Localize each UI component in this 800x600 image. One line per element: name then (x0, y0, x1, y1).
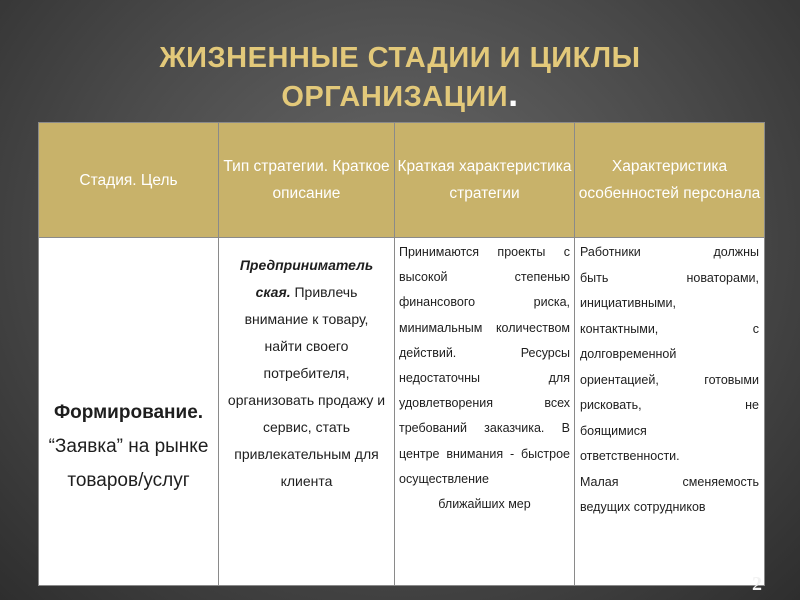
description-end: ближайших мер (438, 497, 531, 512)
personnel-line (580, 317, 759, 343)
header-personnel: Характеристика особенностей персонала (575, 123, 765, 238)
strategy-type: Предприниматель ская. (239, 257, 374, 300)
description-text: Принимаются проекты с высокой степенью финансового риска, минимальным количеством действий. Ресурсы недостаточны для удовлетворения всех требований заказчика. В центре внимания - быстрое осуществление (399, 245, 570, 486)
personnel-word: ответственности. (580, 449, 680, 463)
title-line-2: ОРГАНИЗАЦИИ. (281, 73, 519, 114)
stage-goal: “Заявка” на рынке товаров/услуг (48, 435, 209, 491)
personnel-word: контактными, (580, 321, 659, 336)
strategy-text: Привлечь внимание к товару, найти своего потребителя, организовать продажу и сервис, стать привлекательным для клиента (227, 284, 386, 489)
personnel-line (580, 342, 759, 368)
table-row (39, 238, 765, 586)
personnel-line (580, 470, 759, 496)
header-strategy-type: Тип стратегии. Краткое описание (219, 123, 395, 238)
table-header-row (39, 123, 765, 238)
personnel-word: не (745, 398, 759, 412)
personnel-word: Работники (580, 245, 641, 259)
personnel-line (580, 495, 759, 521)
personnel-line (580, 419, 759, 445)
personnel-line (580, 368, 759, 394)
personnel-word: Малая (580, 474, 619, 489)
personnel-word: с (752, 321, 759, 336)
personnel-word: инициативными, (580, 296, 676, 310)
personnel-word: ориентацией, (580, 372, 659, 387)
slide-title (0, 40, 800, 115)
personnel-word: боящимися (580, 423, 647, 438)
stage-name: Формирование. (53, 401, 204, 423)
personnel-word: готовыми (704, 372, 759, 387)
page-number: 2 (752, 573, 762, 595)
header-stage: Стадия. Цель (39, 123, 219, 238)
header-strategy-description: Краткая характеристика стратегии (395, 123, 575, 238)
personnel-line (580, 266, 759, 292)
title-line-1: ЖИЗНЕННЫЕ СТАДИИ И ЦИКЛЫ (159, 42, 641, 74)
cell-description (395, 238, 575, 586)
personnel-line (580, 393, 759, 419)
personnel-word: новаторами, (686, 270, 759, 285)
cell-strategy (219, 238, 395, 586)
personnel-line (580, 291, 759, 317)
personnel-word: рисковать, (580, 398, 642, 412)
personnel-word: должны (713, 245, 759, 259)
personnel-word: долговременной (580, 347, 677, 361)
cell-stage (39, 238, 219, 586)
stages-table (38, 122, 765, 586)
personnel-word: ведущих сотрудников (580, 500, 706, 514)
personnel-line (580, 444, 759, 470)
personnel-word: быть (580, 270, 609, 285)
personnel-word: сменяемость (682, 474, 759, 489)
cell-personnel (575, 238, 765, 586)
personnel-line (580, 240, 759, 266)
